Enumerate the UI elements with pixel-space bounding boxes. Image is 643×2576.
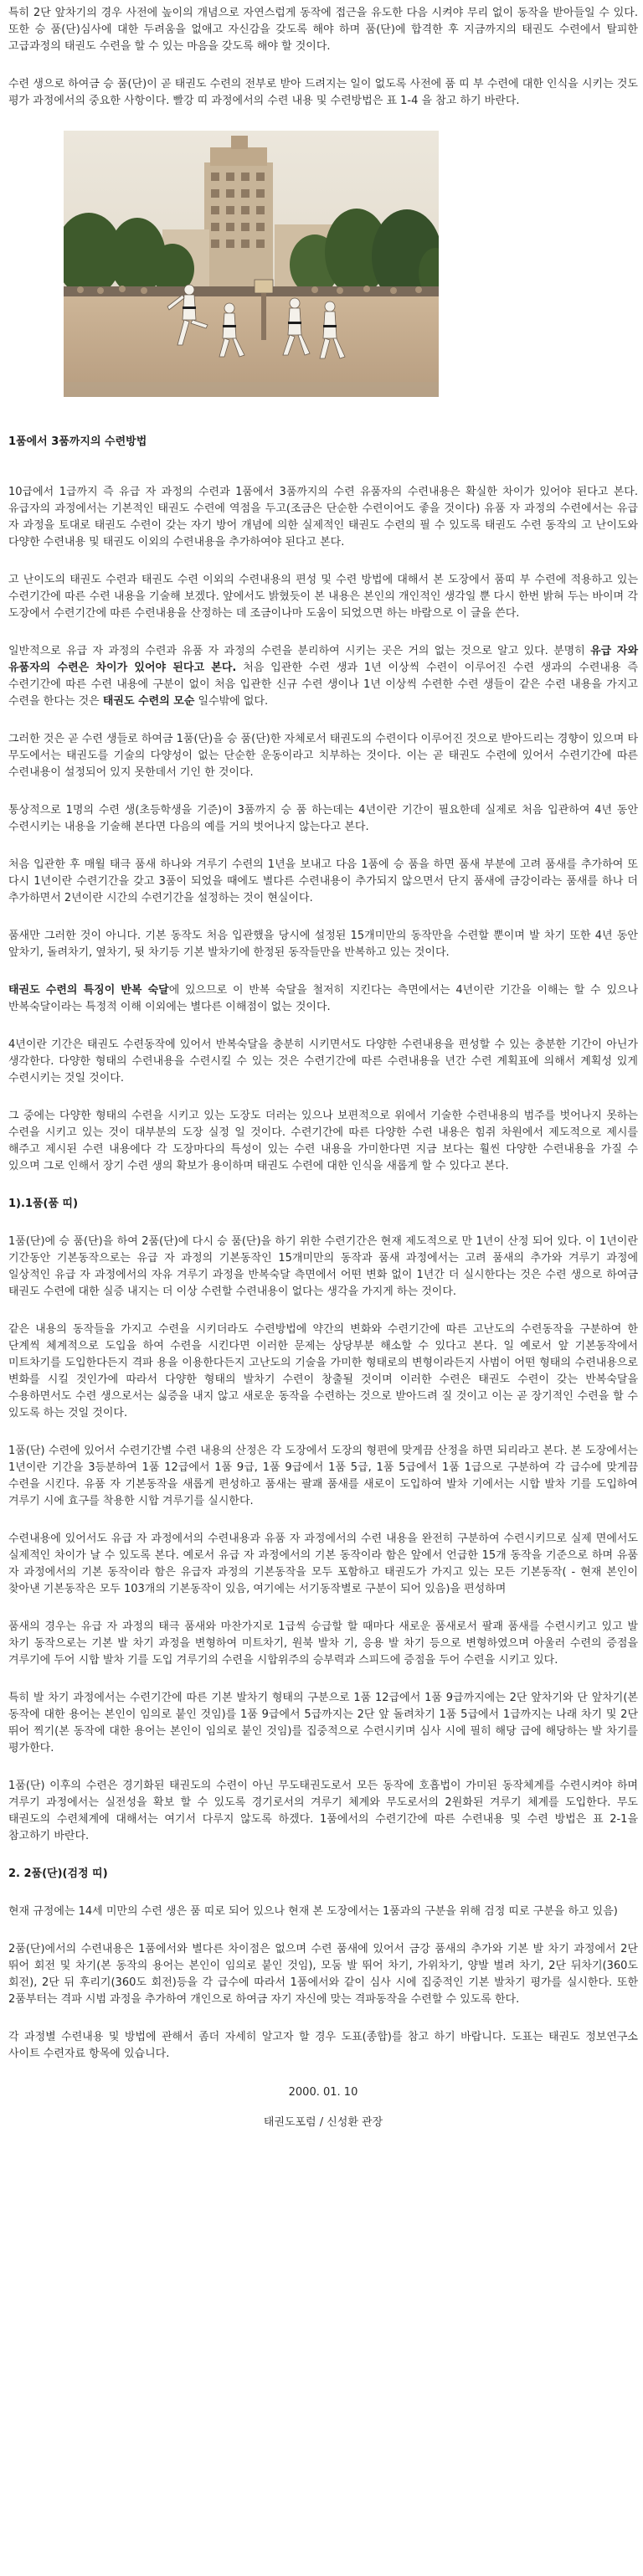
section1-p3-text-before: 일반적으로 유급 자 과정의 수련과 유품 자 과정의 수련을 분리하여 시키는 곳은 거의 없는 것으로 알고 있다. 분명히 <box>8 645 591 657</box>
section1-paragraph-3 <box>8 643 638 710</box>
document-date: 2000. 01. 10 <box>288 2086 358 2099</box>
section1-p3-text-after: 일수밖에 없다. <box>194 695 269 708</box>
section1-paragraph-6: 처음 입관한 후 매월 태극 품새 하나와 겨루기 수련의 1년을 보내고 다음 1품에 승 품을 하면 품새 부분에 고려 품새를 추가하여 또 다시 1년이란 수련기간을 갖고 3품이 되었을 때에도 별다른 수련내용이 추가되지 않으면서 단지 품새에 금강이라는 품새를 하나 더 추가하면서 2년이란 시간의 수련기간을 설정하는 것이 현실이다. <box>8 858 638 904</box>
intro-paragraph-1: 특히 2단 앞차기의 경우 사전에 높이의 개념으로 자연스럽게 동작에 접근을 유도한 다음 시켜야 무리 없이 동작을 받아들일 수 있다. 또한 승 품(단)심사에 대한 두려움을 없애고 자신감을 갖도록 해야 하며 품(단)에 합격한 후 지금까지의 태권도 수련에서 탈피한 고급과정의 태권도 수련을 할 수 있는 마음을 갖도록 해야 할 것이다. <box>8 7 638 53</box>
section1-paragraph-4: 그러한 것은 곧 수련 생들로 하여금 1품(단)을 승 품(단)한 자체로서 태권도의 수련이다 이루어진 것으로 받아드리는 경향이 있으며 타 무도에서는 태권도를 기술의 다양성이 없는 단순한 운동이라고 치부하는 것이다. 이는 곧 태권도 수련에 있어서 수련기간에 따른 수련내용이 설정되어 있지 못한데서 기인 한 것이다. <box>8 733 638 779</box>
subsection2-paragraph-1: 현재 규정에는 14세 미만의 수련 생은 품 띠로 되어 있으나 현재 본 도장에서는 1품과의 구분을 위해 검정 띠로 구분을 하고 있음) <box>8 1905 618 1918</box>
subsection-heading-2pum: 2. 2품(단)(검정 띠) <box>8 1868 108 1880</box>
subsection1-paragraph-2: 같은 내용의 동작들을 가지고 수련을 시키더라도 수련방법에 약간의 변화와 수련기간에 따른 고난도의 수련동작을 구분하여 한 단계씩 체계적으로 도입을 하여 수련을 시킨다면 이러한 문제는 상당부분 해소할 수 있다고 본다. 일 예로서 앞 기본동작에서 미트차기를 도입한다든지 격파 용을 이용한다든지 고난도의 기술을 가미한 형태로의 변형이라든지 사범이 어떤 형태의 수련내용으로 변화를 시킬 것인가에 따라서 다양한 형태의 발차기 수련이 창출될 것이며 이러한 수련은 태권도 수련이 갖는 반복숙달을 수용하면서도 수련 생으로서는 싫증을 내지 않고 새로운 동작을 수련하는 것으로 받아드려 질 것이고 이는 곧 장기적인 수련을 할 수 있도록 하는 것일 것이다. <box>8 1323 638 1419</box>
subsection1-paragraph-1: 1품(단)에 승 품(단)을 하여 2품(단)에 다시 승 품(단)을 하기 위한 수련기간은 현재 제도적으로 만 1년이 산정 되어 있다. 이 1년이란 기간동안 기본동작으로는 유급 자 과정의 기본동작인 15개미만의 동작과 품새 과정에서는 고려 품새의 추가와 겨루기 과정에 일상적인 유급 자 과정에서의 자유 겨루기 과정을 반복숙달 측면에서 어떤 변화 없이 1년간 더 실시한다는 것은 수련 생으로 하여금 태권도 수련에 대한 실증 내지는 더 이상 수련할 수련내용이 없다는 생각을 가지게 하는 것이다. <box>8 1235 638 1298</box>
subsection-heading-1pum: 1).1품(품 띠) <box>8 1198 79 1210</box>
subsection2-paragraph-2: 2품(단)에서의 수련내용은 1품에서와 별다른 차이점은 없으며 수련 품새에 있어서 금강 품새의 추가와 기본 발 차기 과정에서 2단 뛰어 회전 및 차기(본 동작의 용어는 본인이 임의로 붙인 것임), 모둠 발 뛰어 차기, 가위차기, 양발 벌려 차기, 2단 뒤차기(360도 회전), 2단 뒤 후리기(360도 회전)등을 각 급수에 따라서 1품에서와 같이 심사 시에 집중적인 기본 발차기 평가를 실시한다. 또한 2품부터는 격파 시범 과정을 추가하여 개인으로 하여금 자기 자신에 맞는 격파동작을 수련할 수 있도록 한다. <box>8 1943 638 2006</box>
taekwondo-demonstration-photo <box>64 131 439 397</box>
subsection1-paragraph-7: 1품(단) 이후의 수련은 경기화된 태권도의 수련이 아닌 무도태권도로서 모든 동작에 호흡법이 가미된 동작체계를 수련시켜야 하며 겨루기 과정에서는 실전성을 확보 할 수 있도록 경기로서의 겨루기 체계와 무도로서의 2원화된 겨루기 체계를 도입한다. 무도 태권도의 수련체계에 대해서는 여기서 다루지 않도록 하겠다. 1품에서의 수련기간에 따른 수련내용 및 수련 방법은 표 2-1을 참고하기 바란다. <box>8 1780 638 1842</box>
subsection2-paragraph-3: 각 과정별 수련내용 및 방법에 관해서 좀더 자세히 알고자 할 경우 도표(종합)를 참고 하기 바랍니다. 도표는 태권도 정보연구소 사이트 수련자료 항목에 있습니다. <box>8 2031 638 2060</box>
section1-paragraph-8 <box>8 982 638 1016</box>
section1-paragraph-7: 품새만 그러한 것이 아니다. 기본 동작도 처음 입관했을 당시에 설정된 15개미만의 동작만을 수련할 뿐이며 발 차기 또한 4년 동안 앞차기, 돌려차기, 옆차기, 뒷 차기등 기본 발차기에 한정된 동작들만을 반복하고 있는 것이다. <box>8 930 638 959</box>
photo-illustration <box>64 131 439 397</box>
subsection1-paragraph-4: 수련내용에 있어서도 유급 자 과정에서의 수련내용과 유품 자 과정에서의 수련 내용을 완전히 구분하여 수련시키므로 실제 면에서도 실제적인 차이가 날 수 있도록 본다. 예로서 유급 자 과정에서의 기본 동작이라 함은 앞에서 언급한 15개 동작을 기준으로 하며 유품 자 과정에서의 기본 동작이라 함은 유급자 과정의 기본동작을 모두 포함하고 태권도가 가지고 있는 모든 기본동작( - 현재 본인이 찾아낸 기본동작은 모두 103개의 기본동작이 있음, 여기에는 서기동작별로 구분이 되어 있음)을 편성하며 <box>8 1533 638 1595</box>
section1-paragraph-1: 10급에서 1급까지 즉 유급 자 과정의 수련과 1품에서 3품까지의 수련 유품자의 수련내용은 확실한 차이가 있어야 된다고 본다. 유급자의 과정에서는 기본적인 태권도 수련에 역점을 두고(조금은 단순한 수련이어도 좋을 것이다) 유품 자 과정의 수련에서는 유급 자 과정을 토대로 태권도 수련이 갖는 자기 방어 개념에 의한 실제적인 태권도 수련의 필 수 있도록 태권도 수련 동작의 고 난이도와 다양한 수련내용 및 태권도 이외의 수련내용을 추가하여야 된다고 본다. <box>8 486 638 549</box>
section-heading-pum-1-3: 1품에서 3품까지의 수련방법 <box>8 435 147 448</box>
subsection1-paragraph-6: 특히 발 차기 과정에서는 수련기간에 따른 기본 발차기 형태의 구분으로 1품 12급에서 1품 9급까지에는 2단 앞차기와 단 앞차기(본 동작에 대한 용어는 본인이 임의로 붙인 것임)를 1품 9급에서 5급까지는 2단 앞 돌려차기 1품 5급에서 1급까지는 나래 차기 및 2단 뛰어 찍기(본 동작에 대한 용어는 본인이 임의로 붙인 것임)를 집중적으로 수련시키며 심사 시에 필히 해당 급에 해당하는 발 차기를 평가한다. <box>8 1692 638 1754</box>
section1-paragraph-2: 고 난이도의 태권도 수련과 태권도 수련 이외의 수련내용의 편성 및 수련 방법에 대해서 본 도장에서 품띠 부 수련에 적용하고 있는 수련기간에 따른 수련 내용을 기술해 보겠다. 앞에서도 밝혔듯이 본 내용은 본인의 개인적인 생각일 뿐 다시 한번 밝혀 두는 바이며 각 도장에서 수련기간에 따른 수련내용을 산정하는 데 조금이나마 도움이 되었으면 하는 바람으로 이 글을 쓴다. <box>8 574 638 620</box>
section1-p8-text-after: 에 있으므로 이 반복 숙달을 철저히 지킨다는 측면에서는 4년이란 기간을 이해는 할 수 있으나 반복숙달이라는 특정적 이해 이외에는 별다른 이해점이 없는 것이다. <box>8 984 639 1013</box>
section1-p3-emphasis-2: 태권도 수련의 모순 <box>102 695 195 708</box>
section1-p3-emphasis: 유급 자와 유품자의 수련은 차이가 있어야 된다고 본다. <box>8 645 638 674</box>
section1-p8-emphasis: 태권도 수련의 특징이 반복 숙달 <box>8 984 169 997</box>
author-signature: 태권도포럼 / 신성환 관장 <box>263 2116 383 2129</box>
section1-paragraph-9: 4년이란 기간은 태권도 수련동작에 있어서 반복숙달을 충분히 시키면서도 다양한 수련내용을 편성할 수 있는 충분한 기간이 아닌가 생각한다. 다양한 형태의 수련내용을 수련시킬 수 있는 것은 수련기간에 따른 수련내용을 년간 수련 계획표에 의해서 계획성 있게 수련시키는 것일 것이다. <box>8 1038 638 1084</box>
intro-paragraph-2: 수련 생으로 하여금 승 품(단)이 곧 태권도 수련의 전부로 받아 드려지는 일이 없도록 사전에 품 띠 부 수련에 대한 인식을 시키는 것도 평가 과정에서의 중요한 사항이다. 빨강 띠 과정에서의 수련 내용 및 수련방법은 표 1-4 을 참고 하기 바란다. <box>8 78 638 107</box>
section1-paragraph-10: 그 중에는 다양한 형태의 수련을 시키고 있는 도장도 더러는 있으나 보편적으로 위에서 기술한 수련내용의 범주를 벗어나지 못하는 수련을 시키고 있는 것이 대부분의 도장 실정 일 것이다. 수련기간에 따른 다양한 수련 내용은 힘쥐 차원에서 제도적으로 제시를 해주고 제시된 수련 내용에다 각 도장마다의 특성이 있는 수련 내용을 가미한다면 지금 보다는 훨씬 다양한 수련내용을 가질 수 있으며 그로 인해서 장기 수련 생의 확보가 용이하며 태권도 수련에 대한 인식을 새롭게 할 수 있다고 본다. <box>8 1110 638 1172</box>
section1-paragraph-5: 통상적으로 1명의 수련 생(초등학생을 기준)이 3품까지 승 품 하는데는 4년이란 기간이 필요한데 실제로 처음 입관하여 4년 동안 수련시키는 내용을 기술해 본다면 다음의 예를 거의 벗어나지 않는다고 본다. <box>8 804 638 833</box>
section1-p3-text-middle: 처음 입관한 수련 생과 1년 이상씩 수련이 이루어진 수련 생과의 수련내용 즉 수련기간에 따른 수련 내용에 구분이 없이 처음 입관한 신규 수련 생이나 1년 이상씩 수련한 수련 생들이 같은 수련 내용을 가지고 수련을 한다는 것은 <box>8 662 638 708</box>
subsection1-paragraph-5: 품새의 경우는 유급 자 과정의 태극 품새와 마찬가지로 1급씩 승급할 할 때마다 새로운 품새로서 팔괘 품새를 수련시키고 있고 발 차기 동작으로는 기본 발 차기 과정을 변형하여 미트차기, 원북 발차 기, 응용 발 차기 등으로 변형하였으며 아울러 수련의 증점을 겨루기에 두어 시합 발차 기를 도입 겨루기의 수련을 시합위주의 승부력과 스피드에 증점을 두어 수련을 시키고 있다. <box>8 1620 638 1667</box>
subsection1-paragraph-3: 1품(단) 수련에 있어서 수련기간별 수련 내용의 산정은 각 도장에서 도장의 형편에 맞게끔 산정을 하면 되리라고 본다. 본 도장에서는 1년이란 기간을 3등분하여 1품 12급에서 1품 9급, 1품 9급에서 1품 5급, 1품 5급에서 1품 1급으로 구분하여 각 급수에 맞게끔 수련을 시킨다. 유품 자 기본동작을 새롭게 편성하고 품새는 팔괘 품새를 새로이 도입하여 발차 기에서는 시합 발차 기를 도입하여 겨루기 시에 효구를 착용한 시합 겨루기를 실시한다. <box>8 1445 638 1507</box>
